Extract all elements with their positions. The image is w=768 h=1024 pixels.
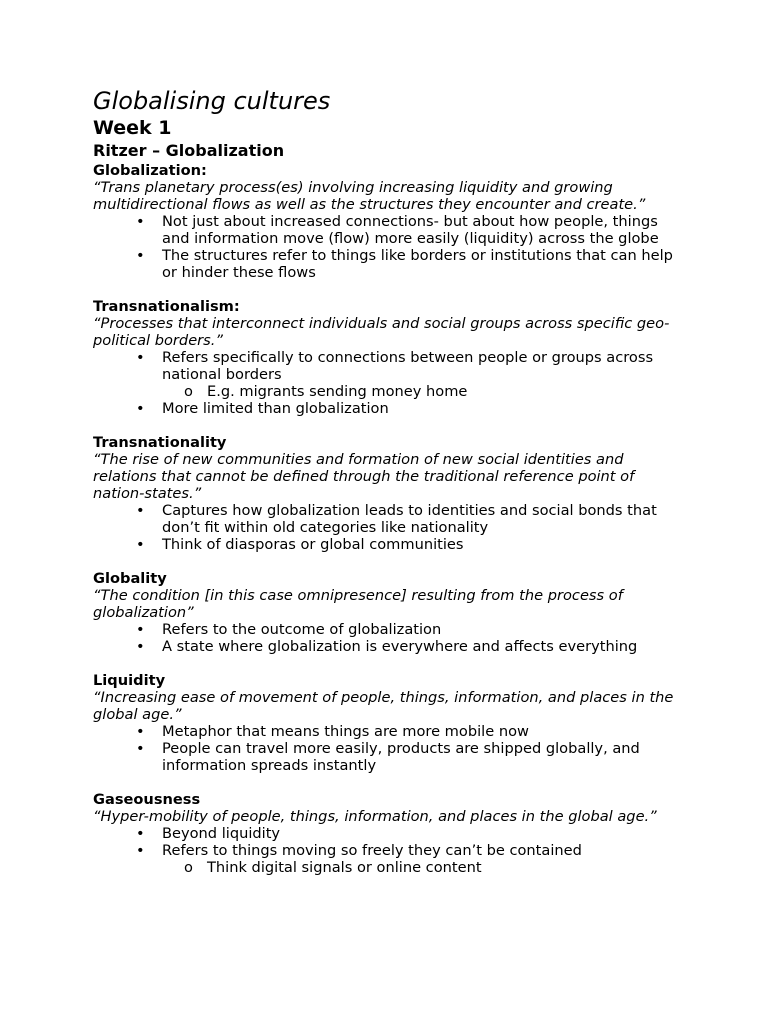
term-heading: Transnationality	[93, 434, 227, 451]
bullet-item: • A state where globalization is everywhere and affects everything	[93, 638, 683, 655]
term-heading: Liquidity	[93, 672, 166, 689]
section-globality	[93, 570, 683, 655]
term-heading: Globalization:	[93, 162, 207, 179]
bullet-list	[93, 400, 683, 417]
bullet-list	[93, 502, 683, 553]
sub-bullet-list	[93, 859, 683, 876]
term-heading: Transnationalism:	[93, 298, 240, 315]
bullet-item: • Refers to the outcome of globalization	[93, 621, 683, 638]
spacer	[93, 553, 683, 570]
sub-bullet-item: o Think digital signals or online content	[162, 859, 683, 876]
bullet-item: • More limited than globalization	[93, 400, 683, 417]
bullet-text: Refers specifically to connections between people or groups across national borders	[162, 349, 654, 383]
definition-quote: “Trans planetary process(es) involving increasing liquidity and growing multidirectional flows as well as the structures they encounter and create.”	[93, 179, 646, 213]
definition-quote: “Increasing ease of movement of people, things, information, and places in the global age.”	[93, 689, 674, 723]
bullet-list	[93, 349, 683, 383]
document-page	[93, 86, 683, 876]
document-title: Globalising cultures	[93, 87, 331, 115]
section-transnationality	[93, 434, 683, 553]
bullet-item: • Captures how globalization leads to identities and social bonds that don’t fit within old categories like nationality	[93, 502, 683, 536]
sub-bullet-item: o E.g. migrants sending money home	[162, 383, 683, 400]
bullet-item: • Beyond liquidity	[93, 825, 683, 842]
definition-quote: “Hyper-mobility of people, things, information, and places in the global age.”	[93, 808, 657, 825]
spacer	[93, 417, 683, 434]
section-gaseousness	[93, 791, 683, 876]
bullet-list	[93, 621, 683, 655]
spacer	[93, 774, 683, 791]
bullet-item	[93, 349, 683, 383]
term-heading: Globality	[93, 570, 167, 587]
bullet-item: • Not just about increased connections- but about how people, things and information move (flow) more easily (liquidity) across the globe	[93, 213, 683, 247]
section-globalization	[93, 162, 683, 281]
week-heading: Week 1	[93, 117, 172, 139]
bullet-item: • People can travel more easily, products are shipped globally, and information spreads instantly	[93, 740, 683, 774]
bullet-list	[93, 213, 683, 281]
section-transnationalism	[93, 298, 683, 417]
bullet-item: • The structures refer to things like borders or institutions that can help or hinder these flows	[93, 247, 683, 281]
bullet-list	[93, 825, 683, 859]
bullet-list	[93, 723, 683, 774]
term-heading: Gaseousness	[93, 791, 201, 808]
definition-quote: “The condition [in this case omnipresence] resulting from the process of globalization”	[93, 587, 623, 621]
definition-quote: “The rise of new communities and formation of new social identities and relations that cannot be defined through the traditional reference point of nation-states.”	[93, 451, 635, 502]
section-subtitle: Ritzer – Globalization	[93, 141, 285, 160]
spacer	[93, 655, 683, 672]
section-liquidity	[93, 672, 683, 774]
bullet-item: • Refers to things moving so freely they can’t be contained	[93, 842, 683, 859]
definition-quote: “Processes that interconnect individuals and social groups across specific geo-political borders.”	[93, 315, 670, 349]
sub-bullet-list	[93, 383, 683, 400]
spacer	[93, 281, 683, 298]
bullet-item: • Think of diasporas or global communities	[93, 536, 683, 553]
bullet-item: • Metaphor that means things are more mobile now	[93, 723, 683, 740]
